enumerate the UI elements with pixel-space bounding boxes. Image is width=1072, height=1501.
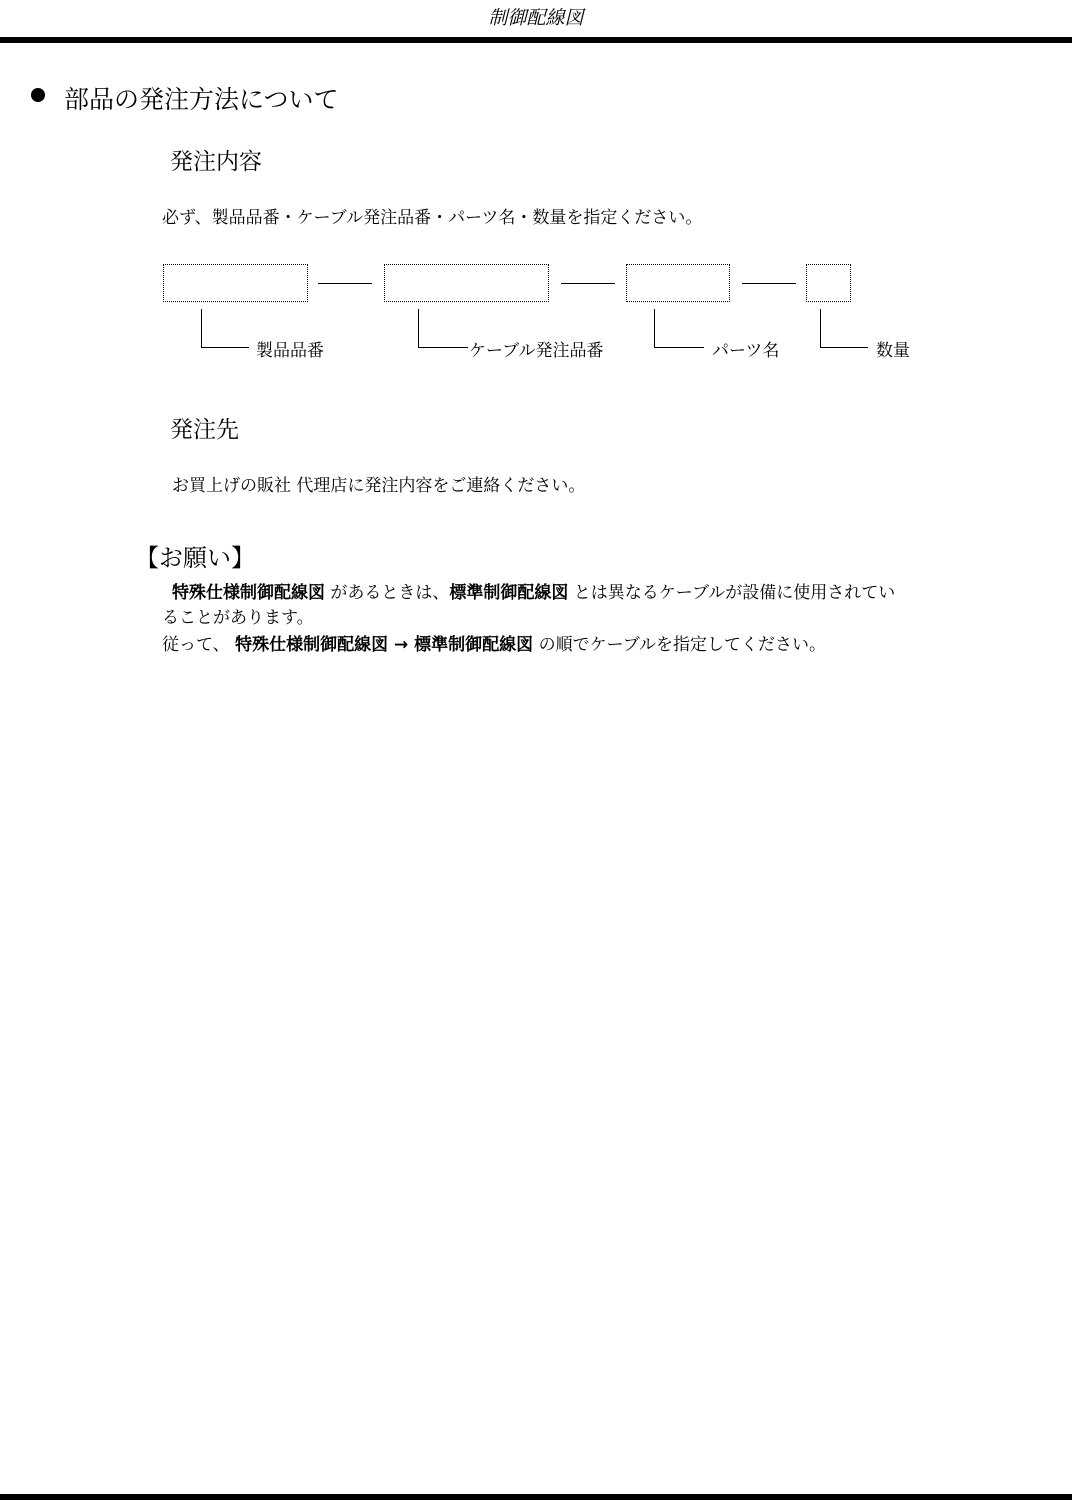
leader-line	[820, 347, 868, 348]
label-product-number: 製品品番	[256, 341, 324, 361]
term-standard-diagram: 標準制御配線図	[449, 583, 569, 603]
label-quantity: 数量	[876, 341, 910, 361]
order-content-heading: 発注内容	[170, 149, 262, 175]
connector-line	[742, 283, 796, 284]
order-instruction: 必ず、製品品番・ケーブル発注品番・パーツ名・数量を指定ください。	[162, 208, 703, 228]
term-standard-diagram: 標準制御配線図	[414, 635, 534, 655]
leader-line	[654, 309, 655, 347]
leader-line	[820, 309, 821, 347]
leader-line	[654, 347, 704, 348]
cable-order-number-box	[384, 264, 549, 302]
term-special-diagram: 特殊仕様制御配線図	[172, 583, 325, 603]
request-line-2: ることがあります。	[162, 608, 314, 628]
quantity-box	[806, 264, 851, 302]
product-number-box	[163, 264, 308, 302]
top-rule	[0, 37, 1072, 43]
request-text: があるときは、	[325, 583, 450, 603]
leader-line	[201, 309, 202, 347]
arrow-icon: →	[388, 635, 415, 655]
bullet-icon	[31, 88, 45, 102]
order-destination-text: お買上げの販社 代理店に発注内容をご連絡ください。	[172, 476, 586, 496]
request-text: の順でケーブルを指定してください。	[533, 635, 827, 655]
label-cable-order-number: ケーブル発注品番	[469, 341, 604, 361]
leader-line	[418, 347, 468, 348]
request-line-3	[162, 630, 826, 655]
page-header-title: 制御配線図	[488, 7, 584, 29]
order-destination-heading: 発注先	[170, 417, 239, 443]
request-text: 従って、	[162, 635, 236, 655]
connector-line	[318, 283, 372, 284]
request-line-1	[172, 578, 895, 603]
term-special-diagram: 特殊仕様制御配線図	[235, 635, 389, 655]
bottom-rule	[0, 1494, 1072, 1500]
request-heading: 【お願い】	[135, 544, 255, 572]
part-name-box	[626, 264, 730, 302]
leader-line	[201, 347, 249, 348]
section-heading: 部品の発注方法について	[64, 85, 339, 114]
connector-line	[561, 283, 615, 284]
request-text: とは異なるケーブルが設備に使用されてい	[568, 583, 896, 603]
label-part-name: パーツ名	[712, 341, 780, 361]
leader-line	[418, 309, 419, 347]
